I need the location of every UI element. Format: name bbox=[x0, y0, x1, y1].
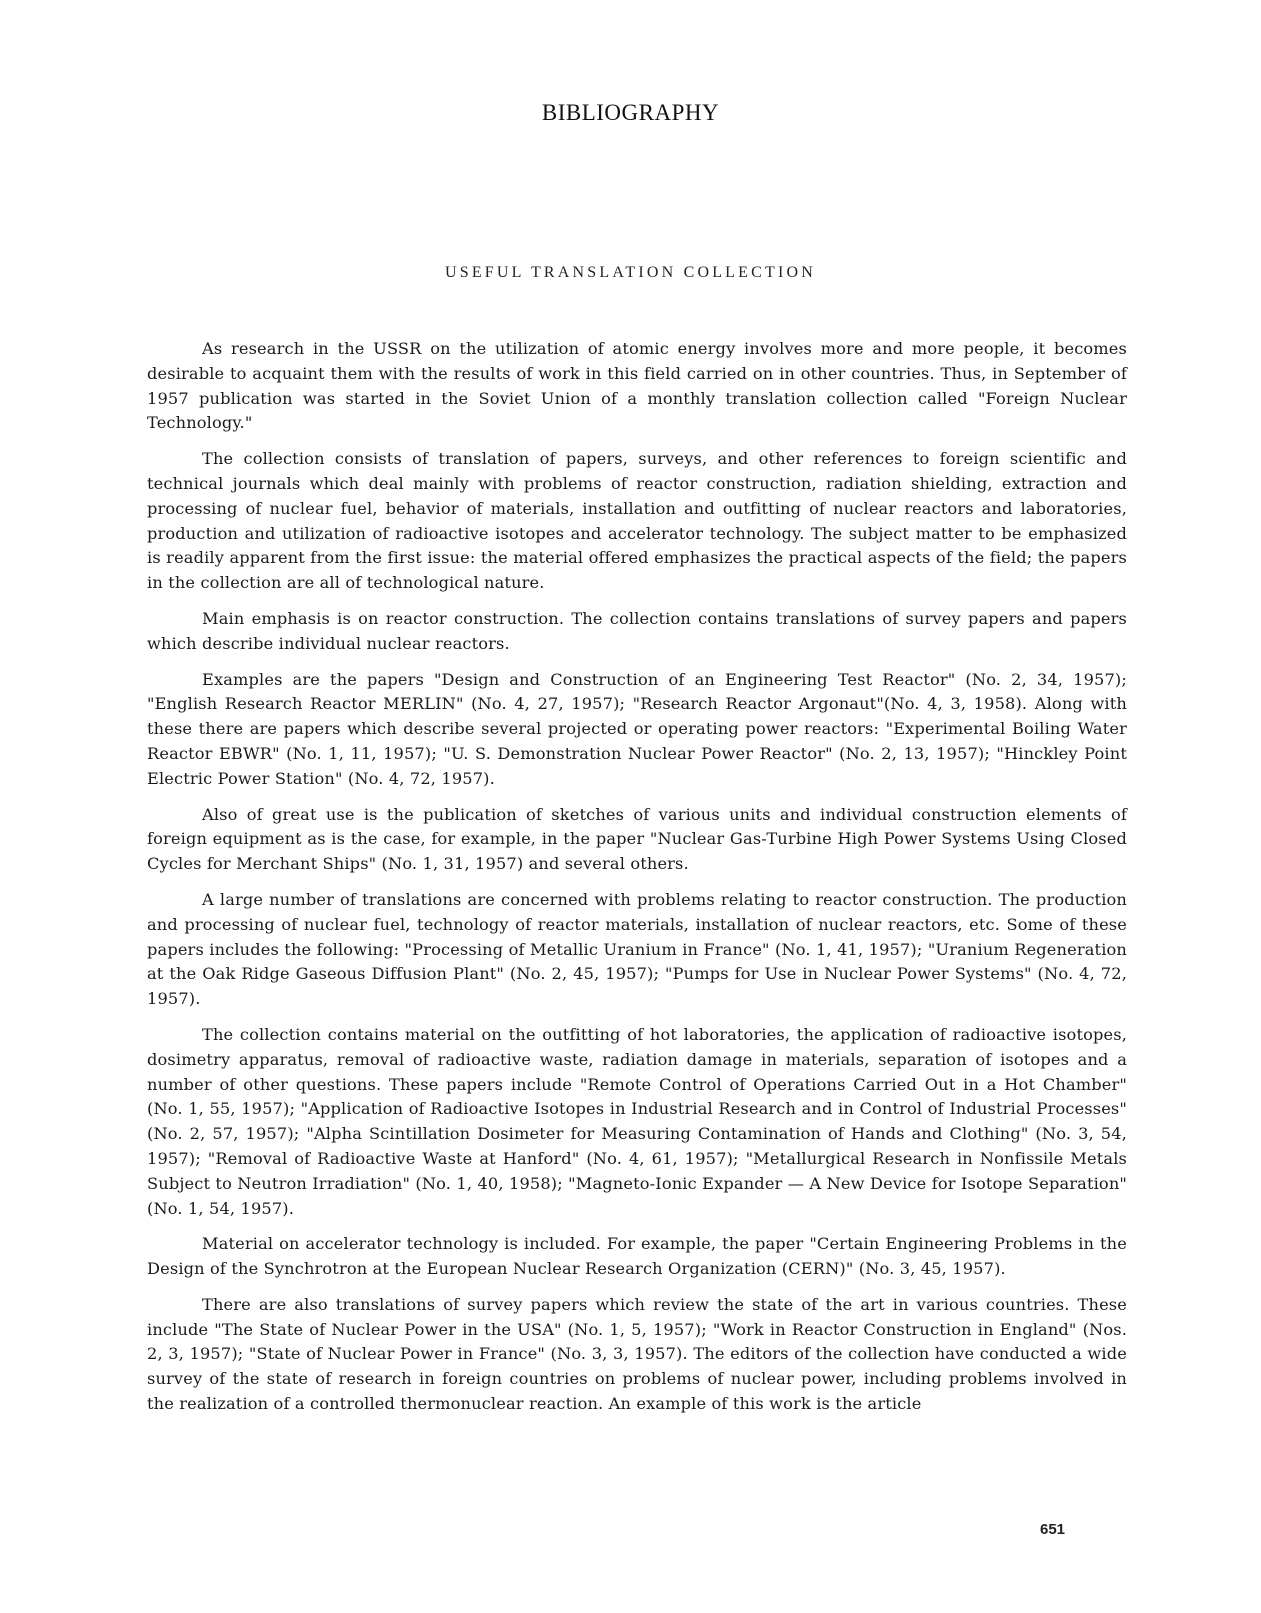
paragraph: Material on accelerator technology is included. For example, the paper "Certain Engineering Problems in the Design of the Synchrotron at the European Nuclear Research Organization (CERN)" (No. 3, 45, 1957). bbox=[147, 1234, 1127, 1279]
paragraph: Examples are the papers "Design and Construction of an Engineering Test Reactor" (No. 2, 34, 1957); "English Research Reactor MERLIN" (No. 4, 27, 1957); "Research Reactor Argonaut"(No. 4, 3, 1958). Along with these there are papers which describe several projected or operating power reactors: "Experimental Boiling Water Reactor EBWR" (No. 1, 11, 1957); "U. S. Demonstration Nuclear Power Reactor" (No. 2, 13, 1957); "Hinckley Point Electric Power Station" (No. 4, 72, 1957). bbox=[147, 669, 1127, 788]
paragraph: The collection consists of translation of papers, surveys, and other references to foreign scientific and technical journals which deal mainly with problems of reactor construction, radiation shielding, extraction and processing of nuclear fuel, behavior of materials, installation and outfitting of nuclear reactors and laboratories, production and utilization of radioactive isotopes and accelerator technology. The subject matter to be emphasized is readily apparent from the first issue: the material offered emphasizes the practical aspects of the field; the papers in the collection are all of technological nature. bbox=[147, 449, 1127, 593]
paragraph: Main emphasis is on reactor construction. The collection contains translations of survey papers and papers which describe individual nuclear reactors. bbox=[147, 608, 1127, 653]
page-number: 651 bbox=[1040, 1521, 1066, 1538]
page-title: BIBLIOGRAPHY bbox=[541, 100, 720, 125]
paragraph: The collection contains material on the outfitting of hot laboratories, the application of radioactive isotopes, dosimetry apparatus, removal of radioactive waste, radiation damage in materials, separation of isotopes and a number of other questions. These papers include "Remote Control of Operations Carried Out in a Hot Chamber" (No. 1, 55, 1957); "Application of Radioactive Isotopes in Industrial Research and in Control of Industrial Processes" (No. 2, 57, 1957); "Alpha Scintillation Dosimeter for Measuring Contamination of Hands and Clothing" (No. 3, 54, 1957); "Removal of Radioactive Waste at Hanford" (No. 4, 61, 1957); "Metallurgical Research in Nonfissile Metals Subject to Neutron Irradiation" (No. 1, 40, 1958); "Magneto-Ionic Expander — A New Device for Isotope Separation" (No. 1, 54, 1957). bbox=[147, 1024, 1127, 1218]
paragraph: There are also translations of survey papers which review the state of the art in various countries. These include "The State of Nuclear Power in the USA" (No. 1, 5, 1957); "Work in Reactor Construction in England" (Nos. 2, 3, 1957); "State of Nuclear Power in France" (No. 3, 3, 1957). The editors of the collection have conducted a wide survey of the state of research in foreign countries on problems of nuclear power, including problems involved in the realization of a controlled thermonuclear reaction. An example of this work is the article bbox=[147, 1294, 1127, 1414]
paragraph: Also of great use is the publication of sketches of various units and individual construction elements of foreign equipment as is the case, for example, in the paper "Nuclear Gas-Turbine High Power Systems Using Closed Cycles for Merchant Ships" (No. 1, 31, 1957) and several others. bbox=[147, 804, 1127, 874]
paragraph: As research in the USSR on the utilization of atomic energy involves more and more people, it becomes desirable to acquaint them with the results of work in this field carried on in other countries. Thus, in September of 1957 publication was started in the Soviet Union of a monthly translation collection called "Foreign Nuclear Technology." bbox=[147, 339, 1127, 433]
section-title: USEFUL TRANSLATION COLLECTION bbox=[444, 264, 817, 281]
body-text bbox=[147, 337, 1127, 1428]
paragraph: A large number of translations are concerned with problems relating to reactor construction. The production and processing of nuclear fuel, technology of reactor materials, installation of nuclear reactors, etc. Some of these papers includes the following: "Processing of Metallic Uranium in France" (No. 1, 41, 1957); "Uranium Regeneration at the Oak Ridge Gaseous Diffusion Plant" (No. 2, 45, 1957); "Pumps for Use in Nuclear Power Systems" (No. 4, 72, 1957). bbox=[147, 889, 1127, 1009]
